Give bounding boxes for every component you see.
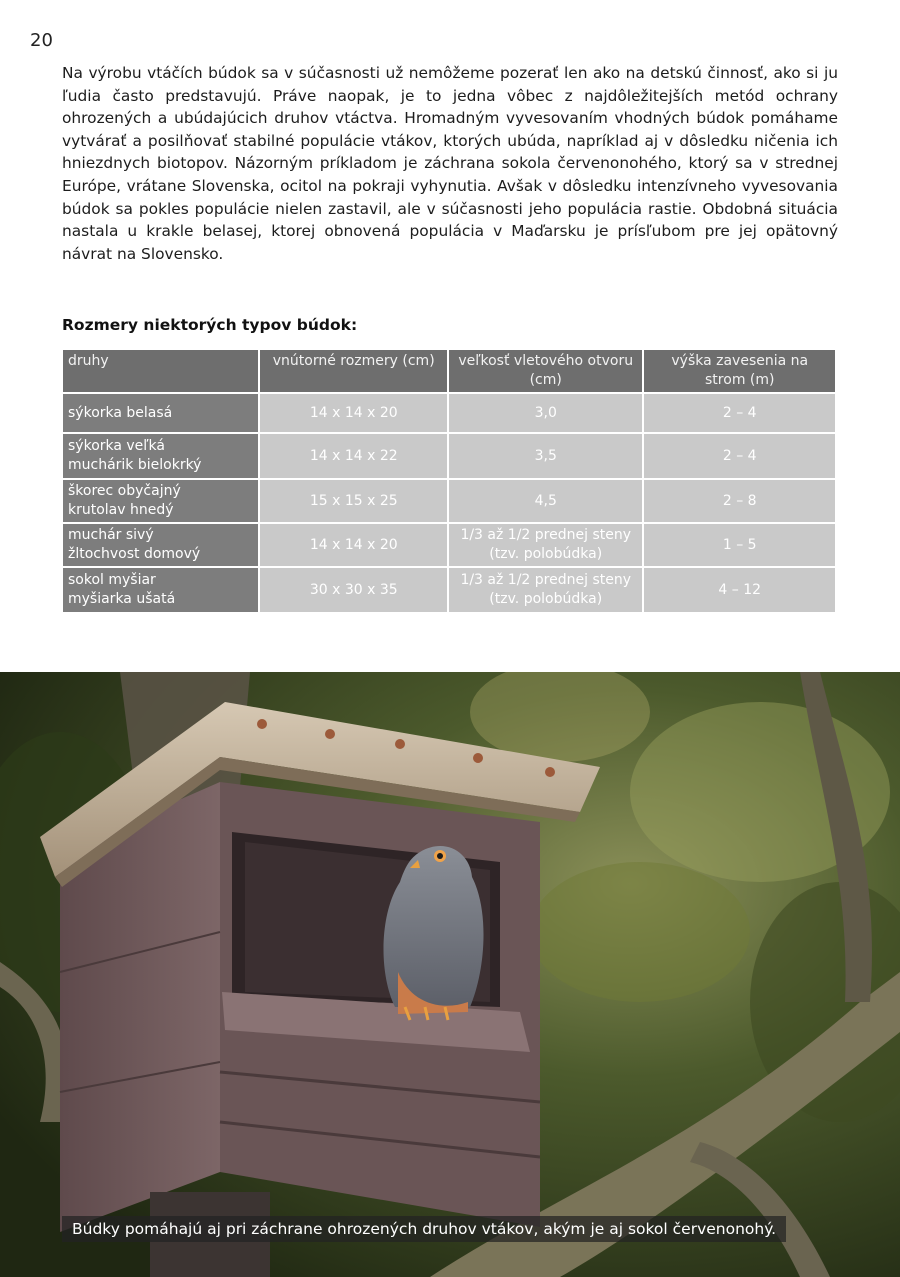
hole-cell: 3,0 bbox=[449, 394, 643, 432]
hole-cell: 1/3 až 1/2 prednej steny (tzv. polobúdka) bbox=[449, 524, 643, 566]
species-cell: škorec obyčajný krutolav hnedý bbox=[63, 480, 258, 522]
header-species: druhy bbox=[63, 350, 258, 392]
species-cell: sýkorka veľká muchárik bielokrký bbox=[63, 434, 258, 478]
height-cell: 4 – 12 bbox=[644, 568, 835, 612]
header-entrance-hole: veľkosť vletového otvoru (cm) bbox=[449, 350, 643, 392]
table-row bbox=[63, 480, 835, 522]
height-cell: 1 – 5 bbox=[644, 524, 835, 566]
table-row bbox=[63, 568, 835, 612]
table-row bbox=[63, 394, 835, 432]
species-cell: sýkorka belasá bbox=[63, 394, 258, 432]
dimensions-cell: 30 x 30 x 35 bbox=[260, 568, 446, 612]
species-cell: sokol myšiar myšiarka ušatá bbox=[63, 568, 258, 612]
dimensions-cell: 14 x 14 x 20 bbox=[260, 394, 446, 432]
hole-cell: 1/3 až 1/2 prednej steny (tzv. polobúdka) bbox=[449, 568, 643, 612]
header-inner-dimensions: vnútorné rozmery (cm) bbox=[260, 350, 446, 392]
species-cell: muchár sivý žltochvost domový bbox=[63, 524, 258, 566]
hole-cell: 4,5 bbox=[449, 480, 643, 522]
header-hanging-height: výška zavesenia na strom (m) bbox=[644, 350, 835, 392]
photo-caption: Búdky pomáhajú aj pri záchrane ohrozených druhov vtákov, akým je aj sokol červenonohý. bbox=[62, 1216, 786, 1242]
dimensions-cell: 15 x 15 x 25 bbox=[260, 480, 446, 522]
page-number: 20 bbox=[30, 30, 53, 51]
dimensions-cell: 14 x 14 x 22 bbox=[260, 434, 446, 478]
intro-paragraph: Na výrobu vtáčích búdok sa v súčasnosti už nemôžeme pozerať len ako na detskú činnosť, ako si ju ľudia často predstavujú. Práve naopak, je to jedna vôbec z najdôležitejších metód ochrany ohrozených a ubúdajúcich druhov vtáctva. Hromadným vyvesovaním vhodných búdok pomáhame vytvárať a posilňovať stabilné populácie vtákov, ktorých ubúda, napríklad aj v dôsledku ničenia ich hniezdnych biotopov. Názorným príkladom je záchrana sokola červenonohého, ktorý sa v strednej Európe, vrátane Slovenska, ocitol na pokraji vyhynutia. Avšak v dôsledku intenzívneho vyvesovania búdok sa pokles populácie nielen zastavil, ale v súčasnosti jeho populácia rastie. Obdobná situácia nastala u krakle belasej, ktorej obnovená populácia v Maďarsku je prísľubom pre jej opätovný návrat na Slovensko. bbox=[62, 64, 838, 263]
table-row bbox=[63, 434, 835, 478]
table-row bbox=[63, 524, 835, 566]
hole-cell: 3,5 bbox=[449, 434, 643, 478]
table-title: Rozmery niektorých typov búdok: bbox=[62, 316, 358, 334]
height-cell: 2 – 4 bbox=[644, 434, 835, 478]
height-cell: 2 – 4 bbox=[644, 394, 835, 432]
birdhouse-dimensions-table bbox=[61, 348, 837, 614]
height-cell: 2 – 8 bbox=[644, 480, 835, 522]
dimensions-cell: 14 x 14 x 20 bbox=[260, 524, 446, 566]
falcon-birdhouse-photo bbox=[0, 672, 900, 1277]
table-header-row bbox=[63, 350, 835, 392]
